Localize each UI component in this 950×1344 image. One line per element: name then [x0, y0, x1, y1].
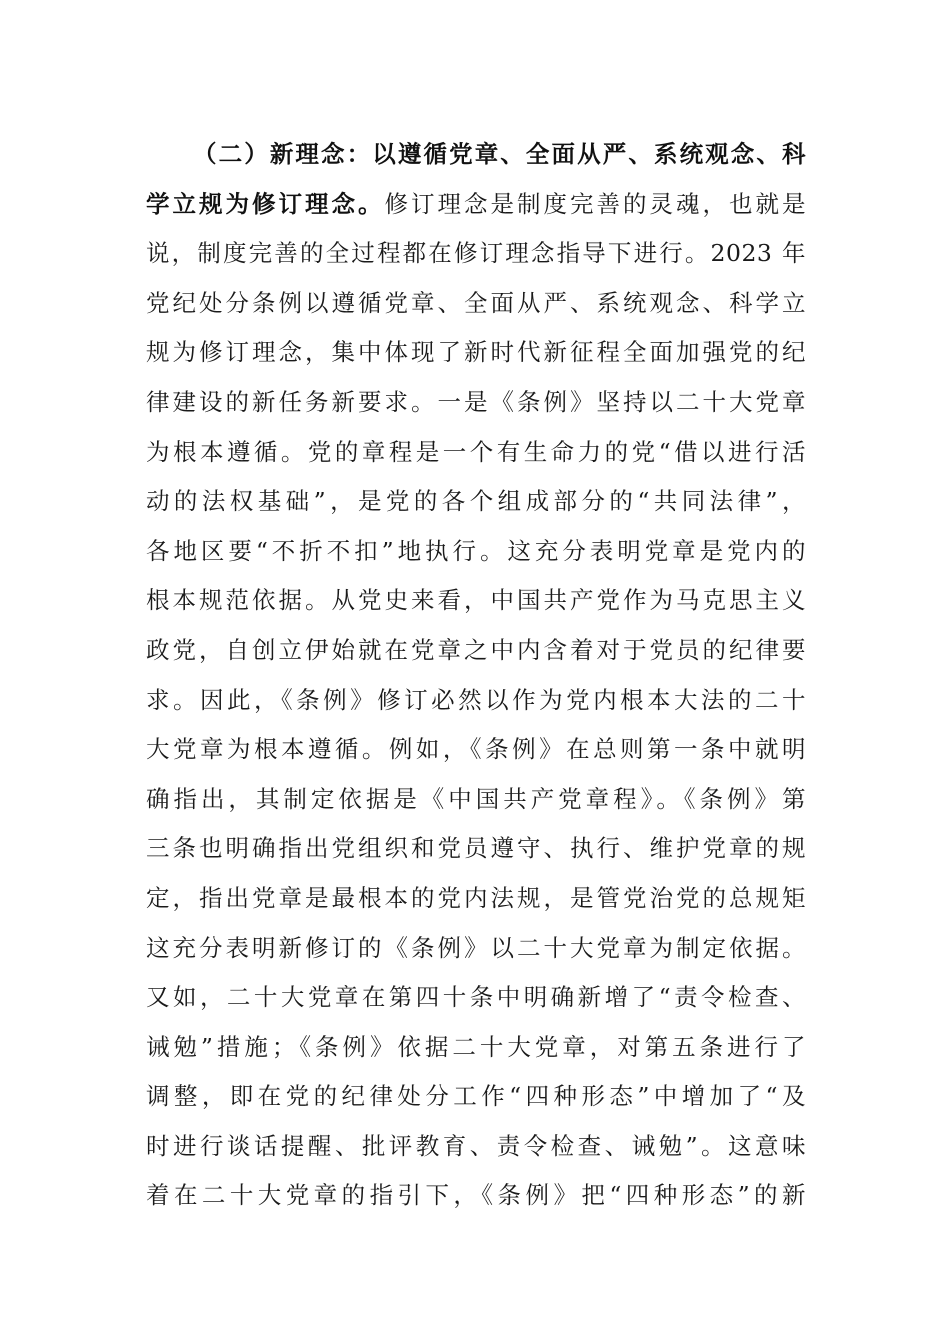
text-line	[146, 477, 806, 527]
line-text: 着在二十大党章的指引下，《条例》把“四种形态”的新	[146, 1181, 806, 1210]
text-line	[146, 180, 806, 230]
text-line	[146, 130, 806, 180]
text-line	[146, 725, 806, 775]
text-line	[146, 428, 806, 478]
text-line	[146, 576, 806, 626]
line-text: 时进行谈话提醒、批评教育、责令检查、诫勉”。这意味	[146, 1131, 806, 1160]
text-line	[146, 328, 806, 378]
text-line	[146, 824, 806, 874]
line-text: 根本规范依据。从党史来看，中国共产党作为马克思主义	[146, 586, 806, 615]
text-line	[146, 1023, 806, 1073]
line-text: 求。因此，《条例》修订必然以作为党内根本大法的二十	[146, 685, 806, 714]
text-line	[146, 1072, 806, 1122]
line-text: 政党，自创立伊始就在党章之中内含着对于党员的纪律要	[146, 635, 806, 664]
line-text: 说，制度完善的全过程都在修订理念指导下进行。2023 年	[146, 239, 806, 268]
text-line	[146, 1171, 806, 1221]
line-text: 确指出，其制定依据是《中国共产党章程》。《条例》第	[146, 784, 806, 813]
line-text: 定，指出党章是最根本的党内法规，是管党治党的总规矩	[146, 883, 806, 912]
line-text: 大党章为根本遵循。例如，《条例》在总则第一条中就明	[146, 735, 806, 764]
text-line	[146, 378, 806, 428]
text-line	[146, 626, 806, 676]
text-line	[146, 924, 806, 974]
line-text: 调整，即在党的纪律处分工作“四种形态”中增加了“及	[146, 1082, 806, 1111]
line-text: 这充分表明新修订的《条例》以二十大党章为制定依据。	[146, 933, 806, 962]
line-text: 规为修订理念，集中体现了新时代新征程全面加强党的纪	[146, 338, 806, 367]
line-text: 修订理念是制度完善的灵魂，也就是	[384, 189, 806, 218]
text-line	[146, 229, 806, 279]
line-text: 诫勉”措施；《条例》依据二十大党章，对第五条进行了	[146, 1032, 806, 1061]
line-text: 动的法权基础”，是党的各个组成部分的“共同法律”，	[146, 487, 806, 516]
text-line	[146, 279, 806, 329]
text-line	[146, 775, 806, 825]
text-line	[146, 874, 806, 924]
text-line	[146, 973, 806, 1023]
line-text: 律建设的新任务新要求。一是《条例》坚持以二十大党章	[146, 387, 806, 416]
text-line	[146, 1122, 806, 1172]
line-text: 三条也明确指出党组织和党员遵守、执行、维护党章的规	[146, 834, 806, 863]
section-heading: （二）新理念：以遵循党章、全面从严、系统观念、科	[193, 140, 806, 168]
line-text: 各地区要“不折不扣”地执行。这充分表明党章是党内的	[146, 536, 806, 565]
line-text: 党纪处分条例以遵循党章、全面从严、系统观念、科学立	[146, 288, 806, 317]
section-heading: 学立规为修订理念。	[146, 189, 385, 218]
text-line	[146, 527, 806, 577]
body-paragraph	[146, 130, 806, 1221]
line-text: 又如，二十大党章在第四十条中明确新增了“责令检查、	[146, 983, 806, 1012]
line-text: 为根本遵循。党的章程是一个有生命力的党“借以进行活	[146, 437, 806, 466]
text-line	[146, 676, 806, 726]
